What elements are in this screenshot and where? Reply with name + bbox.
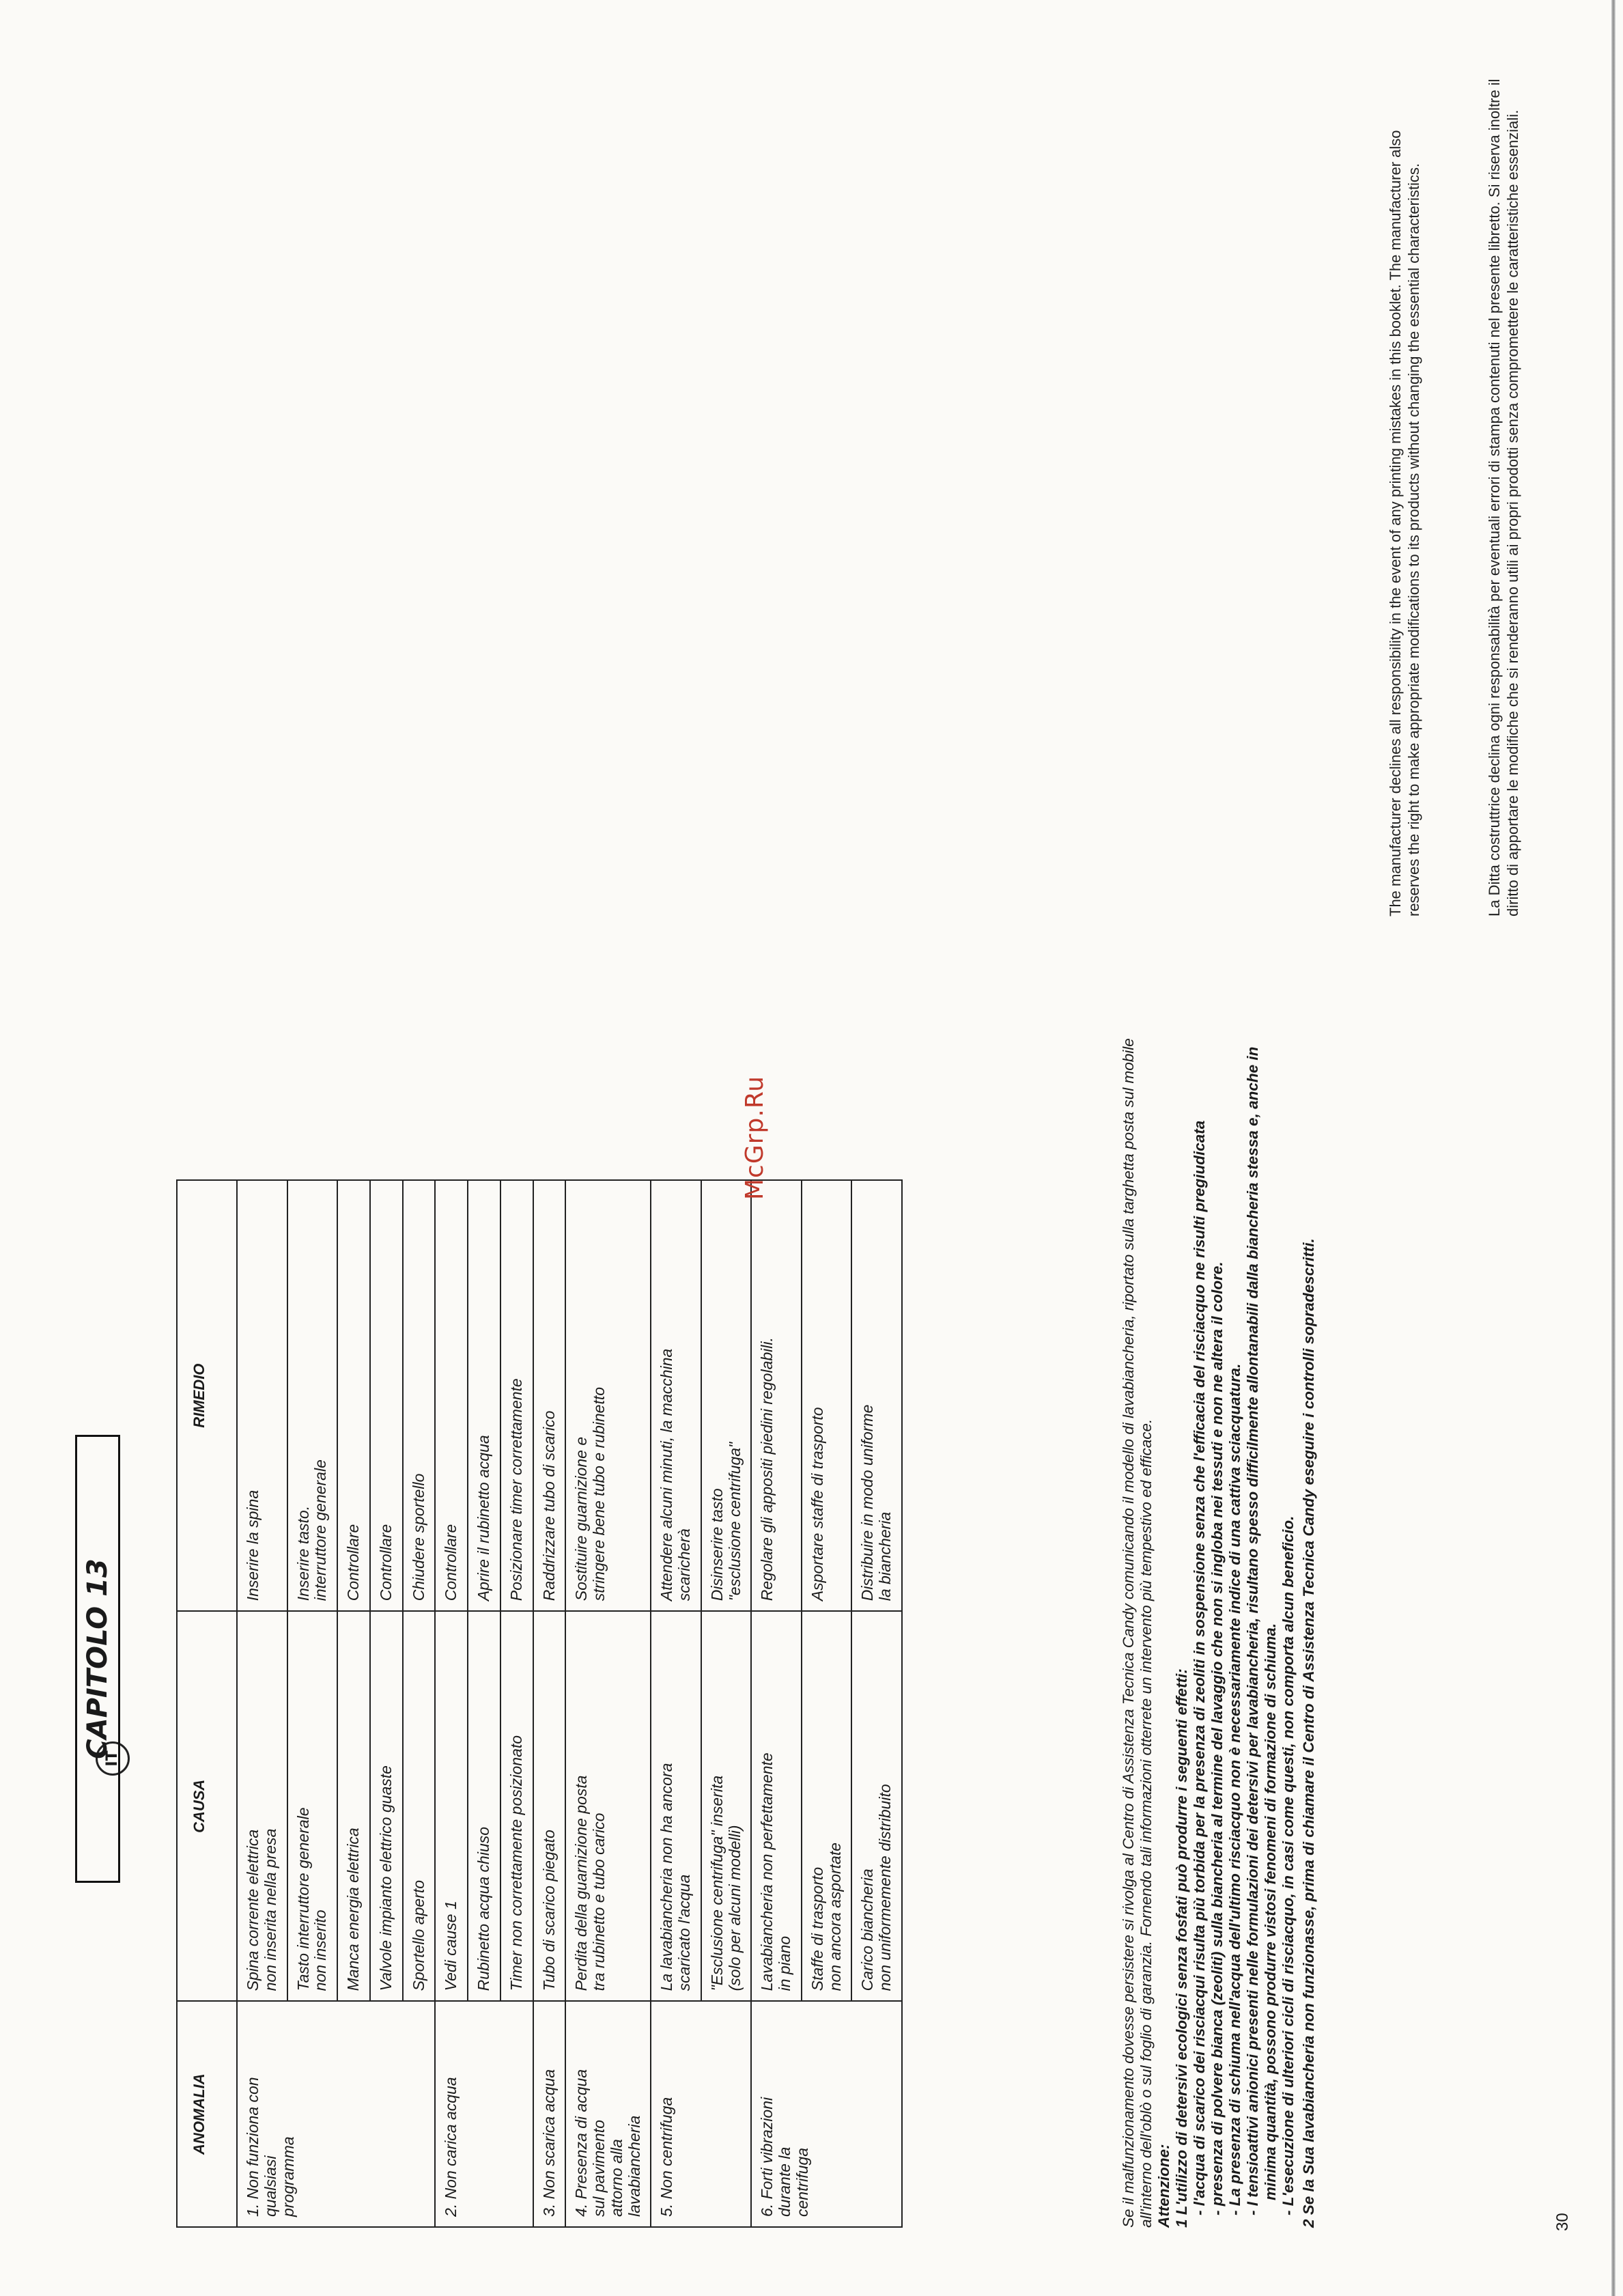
anomaly-cell: 4. Presenza di acqua sul pavimento attorno alla lavabiancheria — [565, 2001, 651, 2227]
cause-cell: "Esclusione centrifuga" inserita (solo per alcuni modelli) — [701, 1611, 752, 2001]
cause-cell: Vedi cause 1 — [435, 1611, 468, 2001]
remedy-cell: Posizionare timer correttamente — [500, 1180, 533, 1611]
remedy-cell: Disinserire tasto "esclusione centrifuga" — [701, 1180, 752, 1611]
remedy-cell: Inserire la spina — [237, 1180, 287, 1611]
table-row — [533, 1180, 566, 2227]
notes-point-2: 2 Se la Sua lavabiancheria non funzionasse, prima di chiamare il Centro di Assistenza Tecnica Candy eseguire i controlli sopradescritti. — [1300, 1238, 1317, 2228]
table-row — [237, 1180, 287, 2227]
table-row — [435, 1180, 468, 2227]
header-remedy: RIMEDIO — [177, 1180, 237, 1611]
disclaimer-italian: La Ditta costruttrice declina ogni responsabilità per eventuali errori di stampa contenuti nel presente libretto. Si riserva inoltre il diritto di apportare le modifiche che si renderanno utili ai propri prodotti senza compromettere le caratteristiche essenziali. — [1486, 79, 1521, 916]
remedy-cell: Attendere alcuni minuti, la macchina scaricherà — [651, 1180, 701, 1611]
anomaly-cell: 3. Non scarica acqua — [533, 2001, 566, 2227]
header-anomaly: ANOMALIA — [177, 2001, 237, 2227]
language-badge: IT — [96, 1741, 130, 1776]
remedy-cell: Distribuire in modo uniforme la biancheria — [851, 1180, 902, 1611]
anomaly-cell: 1. Non funziona con qualsiasi programma — [237, 2001, 435, 2227]
page-number: 30 — [1553, 2213, 1572, 2231]
remedy-cell: Chiudere sportello — [403, 1180, 436, 1611]
watermark: McGrp.Ru — [741, 1075, 769, 1200]
notes-bullet: - La presenza di schiuma nell'acqua dell'ultimo risciacquo non è necessariamente indice di una cattiva sciacquatura. — [1226, 1363, 1243, 2215]
disclaimer-english: The manufacturer declines all responsibility in the event of any printing mistakes in this booklet. The manufacturer also reserves the right to make appropriate modifications to its products without changing the essential characteristics. — [1387, 130, 1422, 916]
notes-point-1: 1 L'utilizzo di detersivi ecologici senza fosfati può produrre i seguenti effetti: — [1173, 1668, 1190, 2228]
notes-section — [1120, 1012, 1318, 2228]
remedy-cell: Raddrizzare tubo di scarico — [533, 1180, 566, 1611]
anomaly-cell: 2. Non carica acqua — [435, 2001, 533, 2227]
cause-cell: Rubinetto acqua chiuso — [468, 1611, 500, 2001]
anomaly-cell: 5. Non centrifuga — [651, 2001, 751, 2227]
anomaly-cell: 6. Forti vibrazioni durante la centrifuga — [751, 2001, 902, 2227]
cause-cell: La lavabiancheria non ha ancora scaricato l'acqua — [651, 1611, 701, 2001]
remedy-cell: Sostituire guarnizione e stringere bene tubo e rubinetto — [565, 1180, 651, 1611]
notes-bullet: - presenza di polvere bianca (zeoliti) sulla biancheria al termine del lavaggio che non si ingloba nei tessuti e non ne altera il colore. — [1209, 1261, 1226, 2215]
cause-cell: Staffe di trasporto non ancora asportate — [802, 1611, 852, 2001]
notes-bullet: - L'esecuzione di ulteriori cicli di risciacquo, in casi come questi, non comporta alcun beneficio. — [1280, 1515, 1297, 2215]
cause-cell: Sportello aperto — [403, 1611, 436, 2001]
cause-cell: Tasto interruttore generale non inserito — [287, 1611, 338, 2001]
table-body — [237, 1180, 902, 2227]
cause-cell: Valvole impianto elettrico guaste — [370, 1611, 403, 2001]
cause-cell: Manca energia elettrica — [337, 1611, 370, 2001]
remedy-cell: Aprire il rubinetto acqua — [468, 1180, 500, 1611]
cause-cell: Spina corrente elettrica non inserita nella presa — [237, 1611, 287, 2001]
remedy-cell: Controllare — [435, 1180, 468, 1611]
notes-bullet: - l'acqua di scarico dei risciacqui risulta più torbida per la presenza di zeoliti in sospensione senza che l'efficacia del risciacquo ne risulti pregiudicata — [1191, 1120, 1208, 2215]
troubleshooting-table — [176, 1179, 903, 2228]
table-row — [651, 1180, 701, 2227]
cause-cell: Perdita della guarnizione posta tra rubinetto e tubo carico — [565, 1611, 651, 2001]
chapter-title: CAPITOLO 13 — [75, 1435, 120, 1883]
remedy-cell: Regolare gli appositi piedini regolabili. — [751, 1180, 802, 1611]
cause-cell: Lavabiancheria non perfettamente in piano — [751, 1611, 802, 2001]
table-row — [565, 1180, 651, 2227]
cause-cell: Tubo di scarico piegato — [533, 1611, 566, 2001]
table-row — [751, 1180, 802, 2227]
notes-bullet: - I tensioattivi anionici presenti nelle formulazioni dei detersivi per lavabiancheria, risultano spesso difficilmente allontanabili dalla biancheria stessa e, anche in minima quantità, possono produrre vistosi fenomeni di formazione di schiuma. — [1244, 1046, 1279, 2215]
notes-intro: Se il malfunzionamento dovesse persistere si rivolga al Centro di Assistenza Tecnica Candy comunicando il modello di lavabiancheria, riportato sulla targhetta posta sul mobile all'interno dell'oblò o sul foglio di garanzia. Fornendo tali informazioni otterrete un intervento più tempestivo ed efficace. — [1120, 1038, 1155, 2228]
remedy-cell: Asportare staffe di trasporto — [802, 1180, 852, 1611]
header-cause: CAUSA — [177, 1611, 237, 2001]
cause-cell: Carico biancheria non uniformemente distribuito — [851, 1611, 902, 2001]
notes-attention: Attenzione: — [1155, 2144, 1172, 2228]
remedy-cell: Inserire tasto. interruttore generale — [287, 1180, 338, 1611]
remedy-cell: Controllare — [337, 1180, 370, 1611]
cause-cell: Timer non correttamente posizionato — [500, 1611, 533, 2001]
remedy-cell: Controllare — [370, 1180, 403, 1611]
